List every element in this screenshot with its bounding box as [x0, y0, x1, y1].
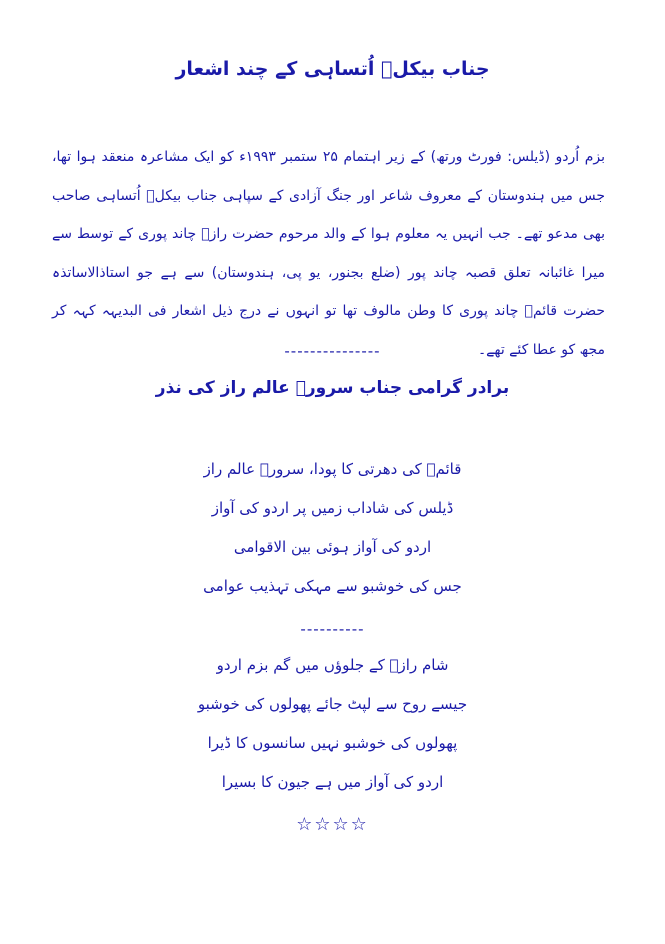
poem-stanza-2	[0, 652, 665, 808]
verse-line: جس کی خوشبو سے مہکی تہذیب عوامی	[203, 577, 462, 595]
verse-line: شام رازؔ کے جلوؤں میں گم بزم اردو	[216, 656, 449, 674]
stars-ornament: ☆☆☆☆	[296, 814, 369, 835]
dedication-heading: برادر گرامی جناب سرورؔ عالم راز کی نذر	[155, 378, 510, 398]
section-divider: ---------------	[284, 342, 381, 360]
poem-stanza-1	[0, 456, 665, 612]
verse-line: اردو کی آواز میں ہے جیون کا بسیرا	[221, 773, 444, 791]
page-title: جناب بیکلؔ اُتساہی کے چند اشعار	[175, 58, 490, 80]
verse-line: پھولوں کی خوشبو نہیں سانسوں کا ڈیرا	[207, 734, 458, 752]
intro-paragraph: بزم اُردو (ڈیلس: فورٹ ورتھ) کے زیر اہتمام ۲۵ ستمبر ۱۹۹۳ء کو ایک مشاعرہ منعقد ہوا تھا، جس میں ہندوستان کے معروف شاعر اور جنگ آزادی کے سپاہی جناب بیکلؔ اُتساہی صاحب بھی مدعو تھے۔ جب انہیں یہ معلوم ہوا کے والد مرحوم حضرت رازؔ چاند پوری کے توسط سے میرا غائبانہ تعلق قصبہ چاند پور (ضلع بجنور، یو پی، ہندوستان) سے ہے جو استاذالاساتذہ حضرت قائمؔ چاند پوری کا وطن مالوف تھا تو انہوں نے درج ذیل اشعار فی البدیہہ کہہ کر مجھ کو عطا کئے تھے۔	[52, 149, 605, 358]
stanza-divider: ----------	[300, 620, 365, 638]
verse-line: اردو کی آواز ہوئی بین الاقوامی	[233, 538, 432, 556]
verse-line: جیسے روح سے لپٹ جائے پھولوں کی خوشبو	[197, 695, 468, 713]
verse-line: قائمؔ کی دھرتی کا پودا، سرورؔ عالم راز	[203, 460, 462, 478]
verse-line: ڈیلس کی شاداب زمیں پر اردو کی آواز	[211, 499, 454, 517]
